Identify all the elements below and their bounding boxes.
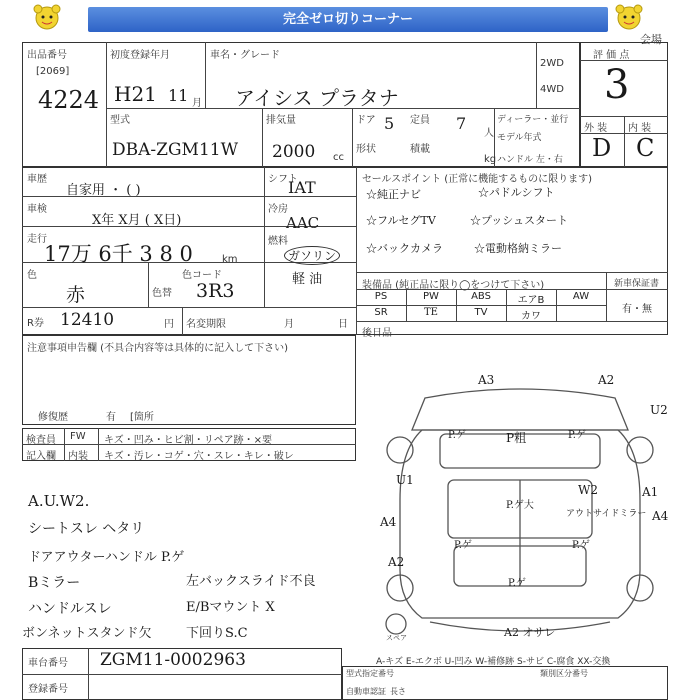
mark-a3: A3: [478, 373, 495, 387]
banner-title: 完全ゼロ切りコーナー: [88, 7, 608, 32]
model-label: 型式: [110, 115, 130, 126]
capacity-unit: 人: [484, 128, 494, 139]
displacement-label: 排気量: [266, 115, 296, 126]
equip-abs: ABS: [471, 291, 491, 302]
model-code: DBA-ZGM11W: [112, 140, 239, 160]
dealer-label: ディーラー・並行: [497, 115, 569, 125]
rear-seat-label: 後日品: [362, 328, 392, 339]
sales-point-6: ☆電動格納ミラー: [474, 242, 562, 255]
mark-a2-top: A2: [598, 373, 615, 387]
repair-value: 有: [106, 412, 116, 423]
aircon: AAC: [286, 214, 320, 232]
color: 赤: [66, 284, 86, 306]
ext-grade: D: [592, 134, 612, 162]
cert-label: 自動車認証: [346, 687, 386, 696]
mark-a1: A1: [642, 485, 659, 499]
car-type: 自家用 ・ ( ): [66, 183, 141, 198]
chassis-number: ZGM11-0002963: [100, 650, 246, 670]
mark-a2-rear: A2 オサレ: [504, 626, 556, 639]
int-grade: C: [636, 134, 655, 162]
first-reg-label: 初度登録年月: [110, 50, 170, 61]
name-change-month: 月: [284, 319, 294, 330]
load-label: 積載: [410, 144, 430, 155]
equip-te: TE: [424, 307, 438, 318]
inspection-date: X年 X月 ( X日): [92, 213, 182, 228]
venue-label: 会場: [640, 33, 662, 46]
mark-pge-big: P.ゲ大: [506, 500, 534, 511]
aircon-label: 冷房: [268, 204, 288, 215]
car-damage-diagram: [370, 370, 690, 648]
fuel2: 軽 油: [292, 272, 323, 287]
interior-label: 内装: [68, 451, 88, 462]
name-change-day: 日: [338, 319, 348, 330]
first-reg-era: H21: [114, 82, 157, 106]
model-year-label: モデル年式: [497, 133, 542, 143]
mileage-unit: km: [222, 254, 238, 265]
handwritten-note-5: ハンドルスレ: [28, 601, 112, 617]
capacity-label: 定員: [410, 115, 430, 126]
fw-label: FW: [70, 431, 86, 442]
car-type-label: 車歴: [27, 174, 47, 185]
fuel: ガソリン: [284, 246, 340, 265]
equip-sr: SR: [374, 307, 388, 318]
mark-pge-back: P.ゲ: [508, 578, 526, 589]
sales-point-2: ☆パドルシフト: [478, 186, 555, 199]
color-code: 3R3: [196, 280, 235, 302]
score-label: 評 価 点: [593, 50, 630, 61]
displacement: 2000: [272, 142, 316, 162]
mark-p-rough: P粗: [506, 431, 527, 445]
length-label: 長さ: [390, 687, 406, 696]
capacity: 7: [456, 114, 467, 133]
equip-ps: PS: [374, 291, 388, 302]
name-change-label: 名変期限: [186, 319, 226, 330]
mark-w2: W2: [578, 483, 598, 497]
recycle-amount: 12410: [60, 310, 115, 330]
chassis-label: 車台番号: [28, 658, 68, 669]
handwritten-note-6: ボンネットスタンド欠: [22, 626, 152, 641]
mascot-left-icon: [32, 4, 62, 30]
shift-label: シフト: [268, 174, 298, 185]
equip-tv: TV: [474, 307, 488, 318]
fuel-label: 燃料: [268, 236, 288, 247]
mark-u1: U1: [396, 473, 414, 487]
equip-leather: カワ: [521, 311, 541, 322]
first-reg-month: 11: [168, 86, 189, 105]
mascot-right-icon: [614, 4, 644, 30]
handwritten-right-1: 左バックスライド不良: [186, 574, 316, 589]
handwritten-right-3: 下回りS.C: [186, 626, 248, 641]
reg-label: 登録番号: [28, 684, 68, 695]
sales-point-5: ☆バックカメラ: [366, 242, 443, 255]
sales-point-1: ☆純正ナビ: [366, 188, 421, 201]
lot-id-small: [2069]: [36, 66, 70, 77]
handle-label: ハンドル 左・右: [497, 155, 563, 165]
sales-point-3: ☆フルセグTV: [366, 214, 436, 227]
category-label: 類別区分番号: [540, 669, 588, 678]
spare-label: スペア: [386, 634, 407, 642]
mark-outside-mirror: アウトサイドミラー: [566, 509, 647, 519]
recycle-label: R券: [27, 318, 44, 329]
warranty: 有・無: [622, 304, 652, 315]
displacement-unit: cc: [333, 152, 344, 163]
handwritten-note-3: ドアアウターハンドル P.ゲ: [28, 550, 185, 565]
name-grade-label: 車名・グレード: [210, 50, 280, 61]
lot-no-label: 出品番号: [27, 50, 67, 61]
mark-a4-right: A4: [652, 509, 669, 523]
recycle-unit: 円: [164, 319, 174, 330]
entry-label: 記入欄: [26, 451, 56, 462]
mark-pge-right: P.ゲ: [568, 430, 586, 441]
repair-label: 修復歴: [38, 412, 68, 423]
legend: A-キズ E-エクボ U-凹み W-補修跡 S-サビ C-腐食 XX-交換: [376, 657, 611, 667]
repair-location: [箇所: [130, 412, 154, 423]
color-change-label: 色替: [152, 288, 172, 299]
entry-items: キズ・汚レ・コゲ・穴・スレ・キレ・破レ: [104, 451, 294, 462]
color-label: 色: [27, 270, 37, 281]
equip-airbag: エアB: [517, 295, 545, 306]
equip-aw: AW: [572, 291, 590, 302]
score-value: 3: [604, 62, 630, 108]
inspector-label: 検査員: [26, 435, 56, 446]
mark-u2: U2: [650, 403, 668, 417]
name-grade: アイシス プラタナ: [235, 86, 399, 110]
model-spec-label: 型式指定番号: [346, 669, 394, 678]
equip-pw: PW: [423, 291, 439, 302]
lot-number: 4224: [38, 86, 100, 114]
mileage: 17万 6千 3 8 0: [44, 242, 193, 266]
drive-4wd: 4WD: [540, 84, 564, 95]
handwritten-note-4: Bミラー: [28, 575, 81, 591]
inspection-label: 車検: [27, 204, 47, 215]
notice-label: 注意事項申告欄 (不具合内容等は具体的に記入して下さい): [27, 343, 288, 354]
first-reg-month-unit: 月: [192, 98, 202, 109]
equip-new-label: 新車保証書: [614, 279, 660, 289]
load-unit: kg: [484, 154, 497, 165]
sales-point-4: ☆プッシュスタート: [470, 214, 569, 227]
handwritten-right-2: E/Bマウント X: [186, 600, 275, 615]
inspector-items: キズ・凹み・ヒビ割・リペア跡・×要: [104, 435, 272, 446]
handwritten-note-2: シートスレ ヘタリ: [28, 521, 145, 537]
handwritten-note-1: A.U.W2.: [28, 492, 90, 510]
mileage-label: 走行: [27, 234, 47, 245]
mark-pge-rr: P.ゲ: [572, 540, 590, 551]
mark-a2-left: A2: [388, 555, 405, 569]
drive-2wd: 2WD: [540, 58, 564, 69]
shift: IAT: [288, 178, 316, 197]
ext-label: 外 装: [584, 123, 608, 134]
mark-pge-left: P.ゲ: [448, 430, 466, 441]
color-code-label: 色コード: [182, 270, 222, 281]
mark-pge-rl: P.ゲ: [454, 540, 472, 551]
door-label: ドア: [356, 115, 376, 126]
int-label: 内 装: [628, 123, 652, 134]
mark-a4-left: A4: [380, 515, 397, 529]
sales-point-label: セールスポイント (正常に機能するものに限ります): [362, 174, 593, 185]
equip-label: 装備品 (純正品に限り◯をつけて下さい): [362, 280, 545, 291]
shape-label: 形状: [356, 144, 376, 155]
door-count: 5: [384, 114, 395, 133]
